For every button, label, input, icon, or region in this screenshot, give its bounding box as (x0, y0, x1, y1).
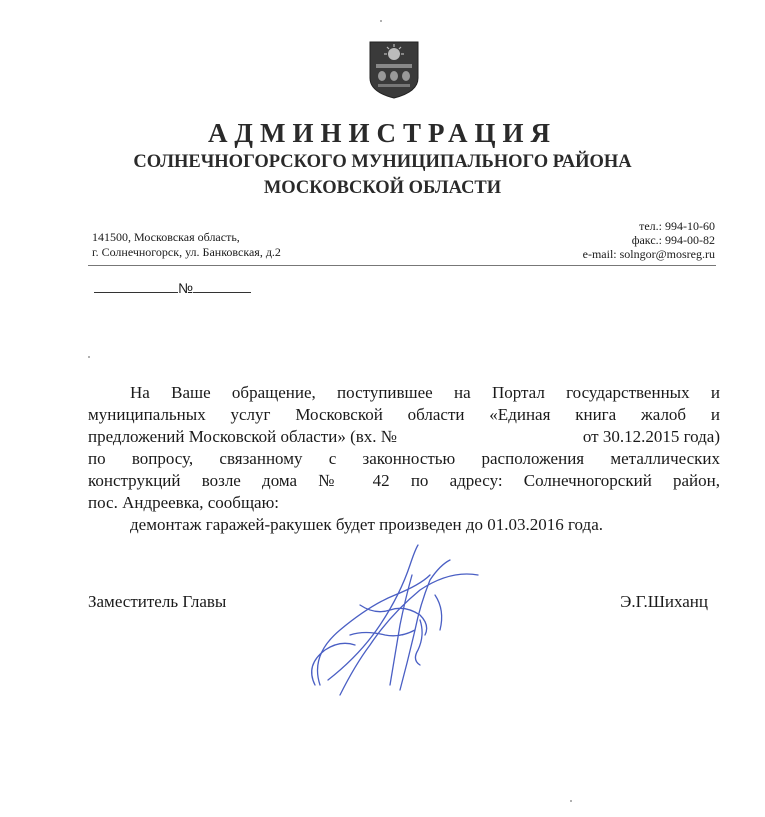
scan-speck (380, 20, 382, 22)
letter-line-7: демонтаж гаражей-ракушек будет произведен до 01.03.2016 года. (130, 515, 603, 534)
phone-text: тел.: 994-10-60 (639, 219, 715, 233)
date-blank (94, 280, 178, 293)
scan-speck (88, 356, 90, 358)
number-sign: № (178, 280, 194, 296)
signer-position: Заместитель Главы (88, 592, 227, 611)
letter-line-2: муниципальных услуг Московской области «Единая книга жалоб и (88, 405, 720, 424)
letter-line-3 (88, 426, 720, 448)
letter-line-3-a: предложений Московской области» (вх. № (88, 427, 397, 446)
letter-line-1: На Ваше обращение, поступившее на Портал государственных и (130, 383, 720, 402)
handwritten-signature-icon (300, 535, 500, 705)
org-subtitle-line-2: МОСКОВСКОЙ ОБЛАСТИ (263, 178, 502, 198)
org-subtitle-line-1: СОЛНЕЧНОГОРСКОГО МУНИЦИПАЛЬНОГО РАЙОНА (133, 152, 632, 172)
address-line-2: г. Солнечногорск, ул. Банковская, д.2 (92, 245, 281, 259)
email-text: e-mail: solngor@mosreg.ru (582, 247, 715, 261)
address-line-1: 141500, Московская область, (92, 230, 240, 244)
number-blank (193, 280, 251, 293)
letter-line-3-b: от 30.12.2015 года) (582, 427, 720, 446)
org-title: АДМИНИСТРАЦИЯ (207, 118, 558, 148)
letter-line-6: пос. Андреевка, сообщаю: (88, 493, 280, 512)
coat-of-arms-icon (368, 40, 420, 100)
registration-line (94, 280, 251, 296)
letter-line-4: по вопросу, связанному с законностью расположения металлических (88, 449, 720, 468)
scan-speck (570, 800, 572, 802)
signer-name: Э.Г.Шиханц (620, 592, 708, 611)
letter-line-5: конструкций возле дома № 42 по адресу: Солнечногорский район, (88, 471, 720, 490)
fax-text: факс.: 994-00-82 (631, 233, 715, 247)
header-divider (88, 265, 716, 266)
